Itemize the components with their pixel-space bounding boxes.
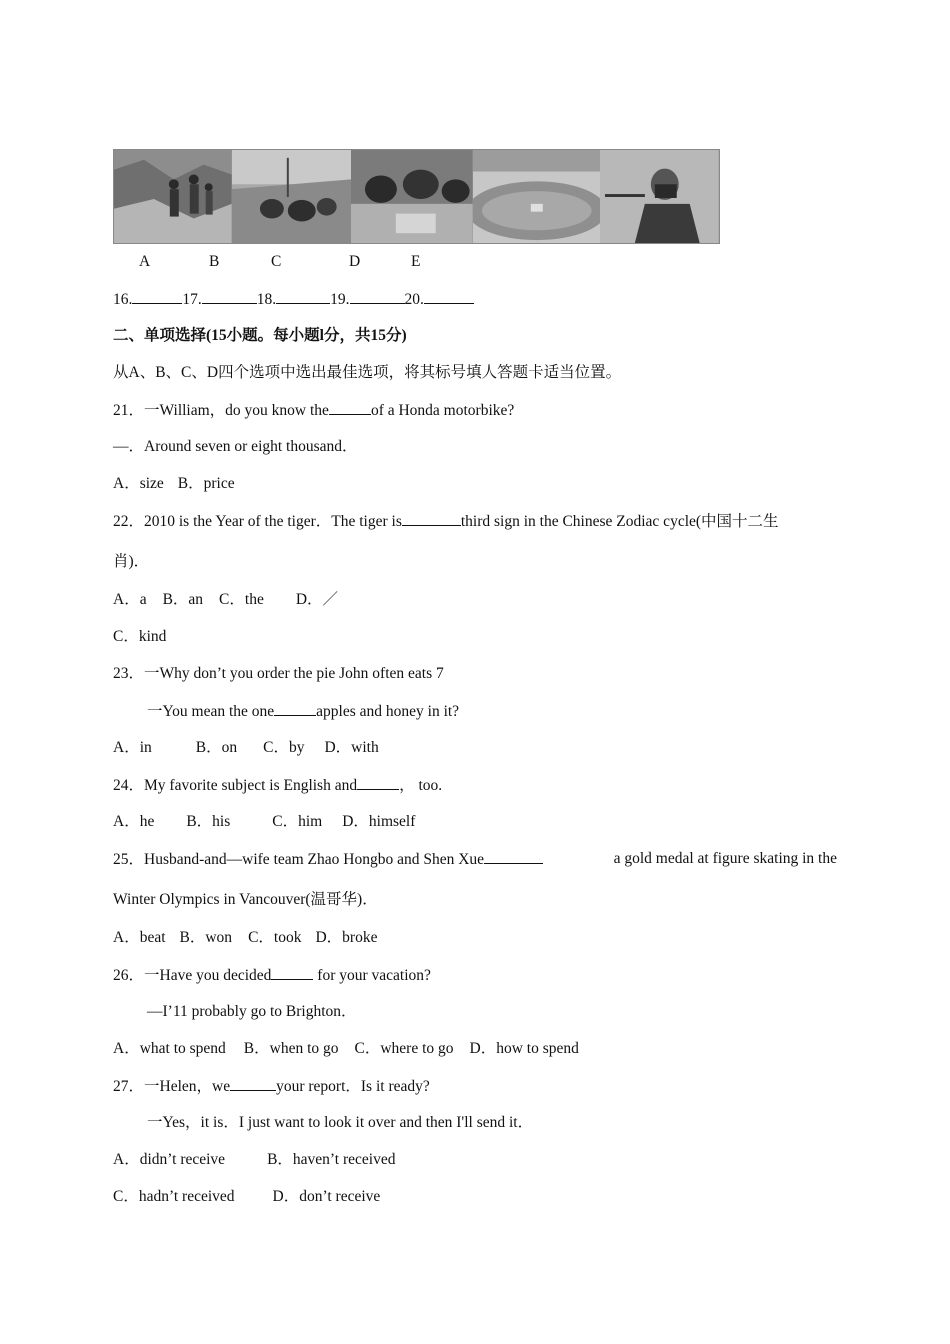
section-instruction: 从A、B、C、D四个选项中选出最佳选项，将其标号填人答题卡适当位置。 [113, 364, 622, 381]
question-25-options [113, 928, 377, 948]
photo-label-b: B [209, 253, 220, 270]
question-23-options [113, 738, 379, 758]
answer-blank-16[interactable] [132, 289, 182, 304]
option-23-a[interactable]: A．in [113, 739, 152, 756]
blank-label-18: 18. [256, 291, 277, 308]
photo-e-photographer [600, 150, 719, 243]
question-26-reply: —I’11 probably go to Brighton． [147, 1003, 357, 1020]
blank-label-17: 17. [182, 291, 202, 308]
photo-a-hikers [114, 150, 232, 243]
option-21-a[interactable]: A．size [113, 475, 164, 492]
answer-blank-19[interactable] [350, 289, 405, 304]
question-25-stem-line2: Winter Olympics in Vancouver(温哥华)． [113, 891, 378, 908]
question-22-stem: 22．2010 is the Year of the tiger．The tiger is third sign in the Chinese Zodiac cycle(中国十二生 [113, 513, 779, 530]
option-21-b[interactable]: B．price [177, 475, 235, 492]
option-26-c[interactable]: C．where to go [354, 1040, 454, 1057]
photo-label-a: A [139, 253, 151, 270]
blank-22 [402, 511, 461, 526]
option-24-d[interactable]: D．himself [342, 813, 416, 830]
photo-label-e: E [411, 253, 421, 270]
option-25-a[interactable]: A．beat [113, 929, 166, 946]
blank-21 [329, 400, 371, 415]
option-27-c[interactable]: C．hadn’t received [113, 1188, 235, 1205]
option-25-d[interactable]: D．broke [315, 929, 378, 946]
section-heading: 二、单项选择(15小题。每小题l分，共15分) [113, 327, 407, 344]
question-27-reply: 一Yes，it is．I just want to look it over and then I'll send it． [147, 1114, 534, 1131]
blank-24 [357, 775, 399, 790]
option-25-b[interactable]: B．won [179, 929, 233, 946]
answer-blank-18[interactable] [276, 289, 330, 304]
photo-label-c: C [271, 253, 282, 270]
option-23-b[interactable]: B．on [195, 739, 238, 756]
question-23-reply: 一You mean the one apples and honey in it? [147, 703, 460, 720]
blank-label-20: 20. [404, 291, 424, 308]
photo-b-picnic [232, 150, 352, 243]
option-24-a[interactable]: A．he [113, 813, 155, 830]
option-22-a[interactable]: A．a [113, 591, 147, 608]
blank-label-16: 16. [113, 291, 133, 308]
option-24-b[interactable]: B．his [186, 813, 231, 830]
photo-c-students [351, 150, 473, 243]
photo-labels [0, 253, 950, 273]
option-26-b[interactable]: B．when to go [243, 1040, 339, 1057]
answer-blank-20[interactable] [424, 289, 474, 304]
option-22-c[interactable]: C．the [219, 591, 264, 608]
option-25-c[interactable]: C．took [248, 929, 302, 946]
question-22-stem-line2: 肖)． [113, 553, 150, 570]
photo-label-d: D [349, 253, 361, 270]
option-22-b[interactable]: B．an [162, 591, 204, 608]
question-27-options-row2 [113, 1187, 380, 1207]
question-22-options [113, 590, 338, 610]
question-27-options-row1 [113, 1150, 395, 1170]
option-23-d[interactable]: D．with [324, 739, 379, 756]
photo-strip [113, 149, 720, 244]
option-23-c[interactable]: C．by [263, 739, 305, 756]
option-27-a[interactable]: A．didn’t receive [113, 1151, 226, 1168]
blank-26 [271, 965, 313, 980]
option-27-b[interactable]: B．haven’t received [267, 1151, 396, 1168]
option-22-d[interactable]: D．／ [295, 591, 339, 608]
photo-d-stadium [473, 150, 601, 243]
answer-blank-17[interactable] [202, 289, 257, 304]
answer-blanks-16-20 [113, 289, 474, 310]
question-21-answer: —．Around seven or eight thousand． [113, 438, 358, 455]
question-21-options [113, 474, 235, 494]
blank-25 [484, 849, 543, 864]
blank-label-19: 19. [330, 291, 350, 308]
option-26-d[interactable]: D．how to spend [469, 1040, 579, 1057]
question-26-stem: 26．一Have you decided for your vacation? [113, 967, 431, 984]
question-25-stem: 25．Husband-and—wife team Zhao Hongbo and Shen Xue a gold medal at figure skating in the [113, 850, 837, 868]
blank-27 [230, 1076, 276, 1091]
question-26-options [113, 1039, 579, 1059]
blank-23 [274, 701, 316, 716]
question-23-stem: 23．一Why don’t you order the pie John often eats 7 [113, 665, 444, 682]
question-27-stem: 27．一Helen，we your report．Is it ready? [113, 1078, 430, 1095]
option-27-d[interactable]: D．don’t receive [272, 1188, 381, 1205]
question-21-stem: 21．一William，do you know the of a Honda motorbike? [113, 402, 515, 419]
question-24-options [113, 812, 415, 832]
question-24-stem: 24．My favorite subject is English and ， too. [113, 777, 443, 794]
option-24-c[interactable]: C．him [272, 813, 323, 830]
option-26-a[interactable]: A．what to spend [113, 1040, 226, 1057]
question-21-option-c[interactable]: C．kind [113, 628, 167, 645]
